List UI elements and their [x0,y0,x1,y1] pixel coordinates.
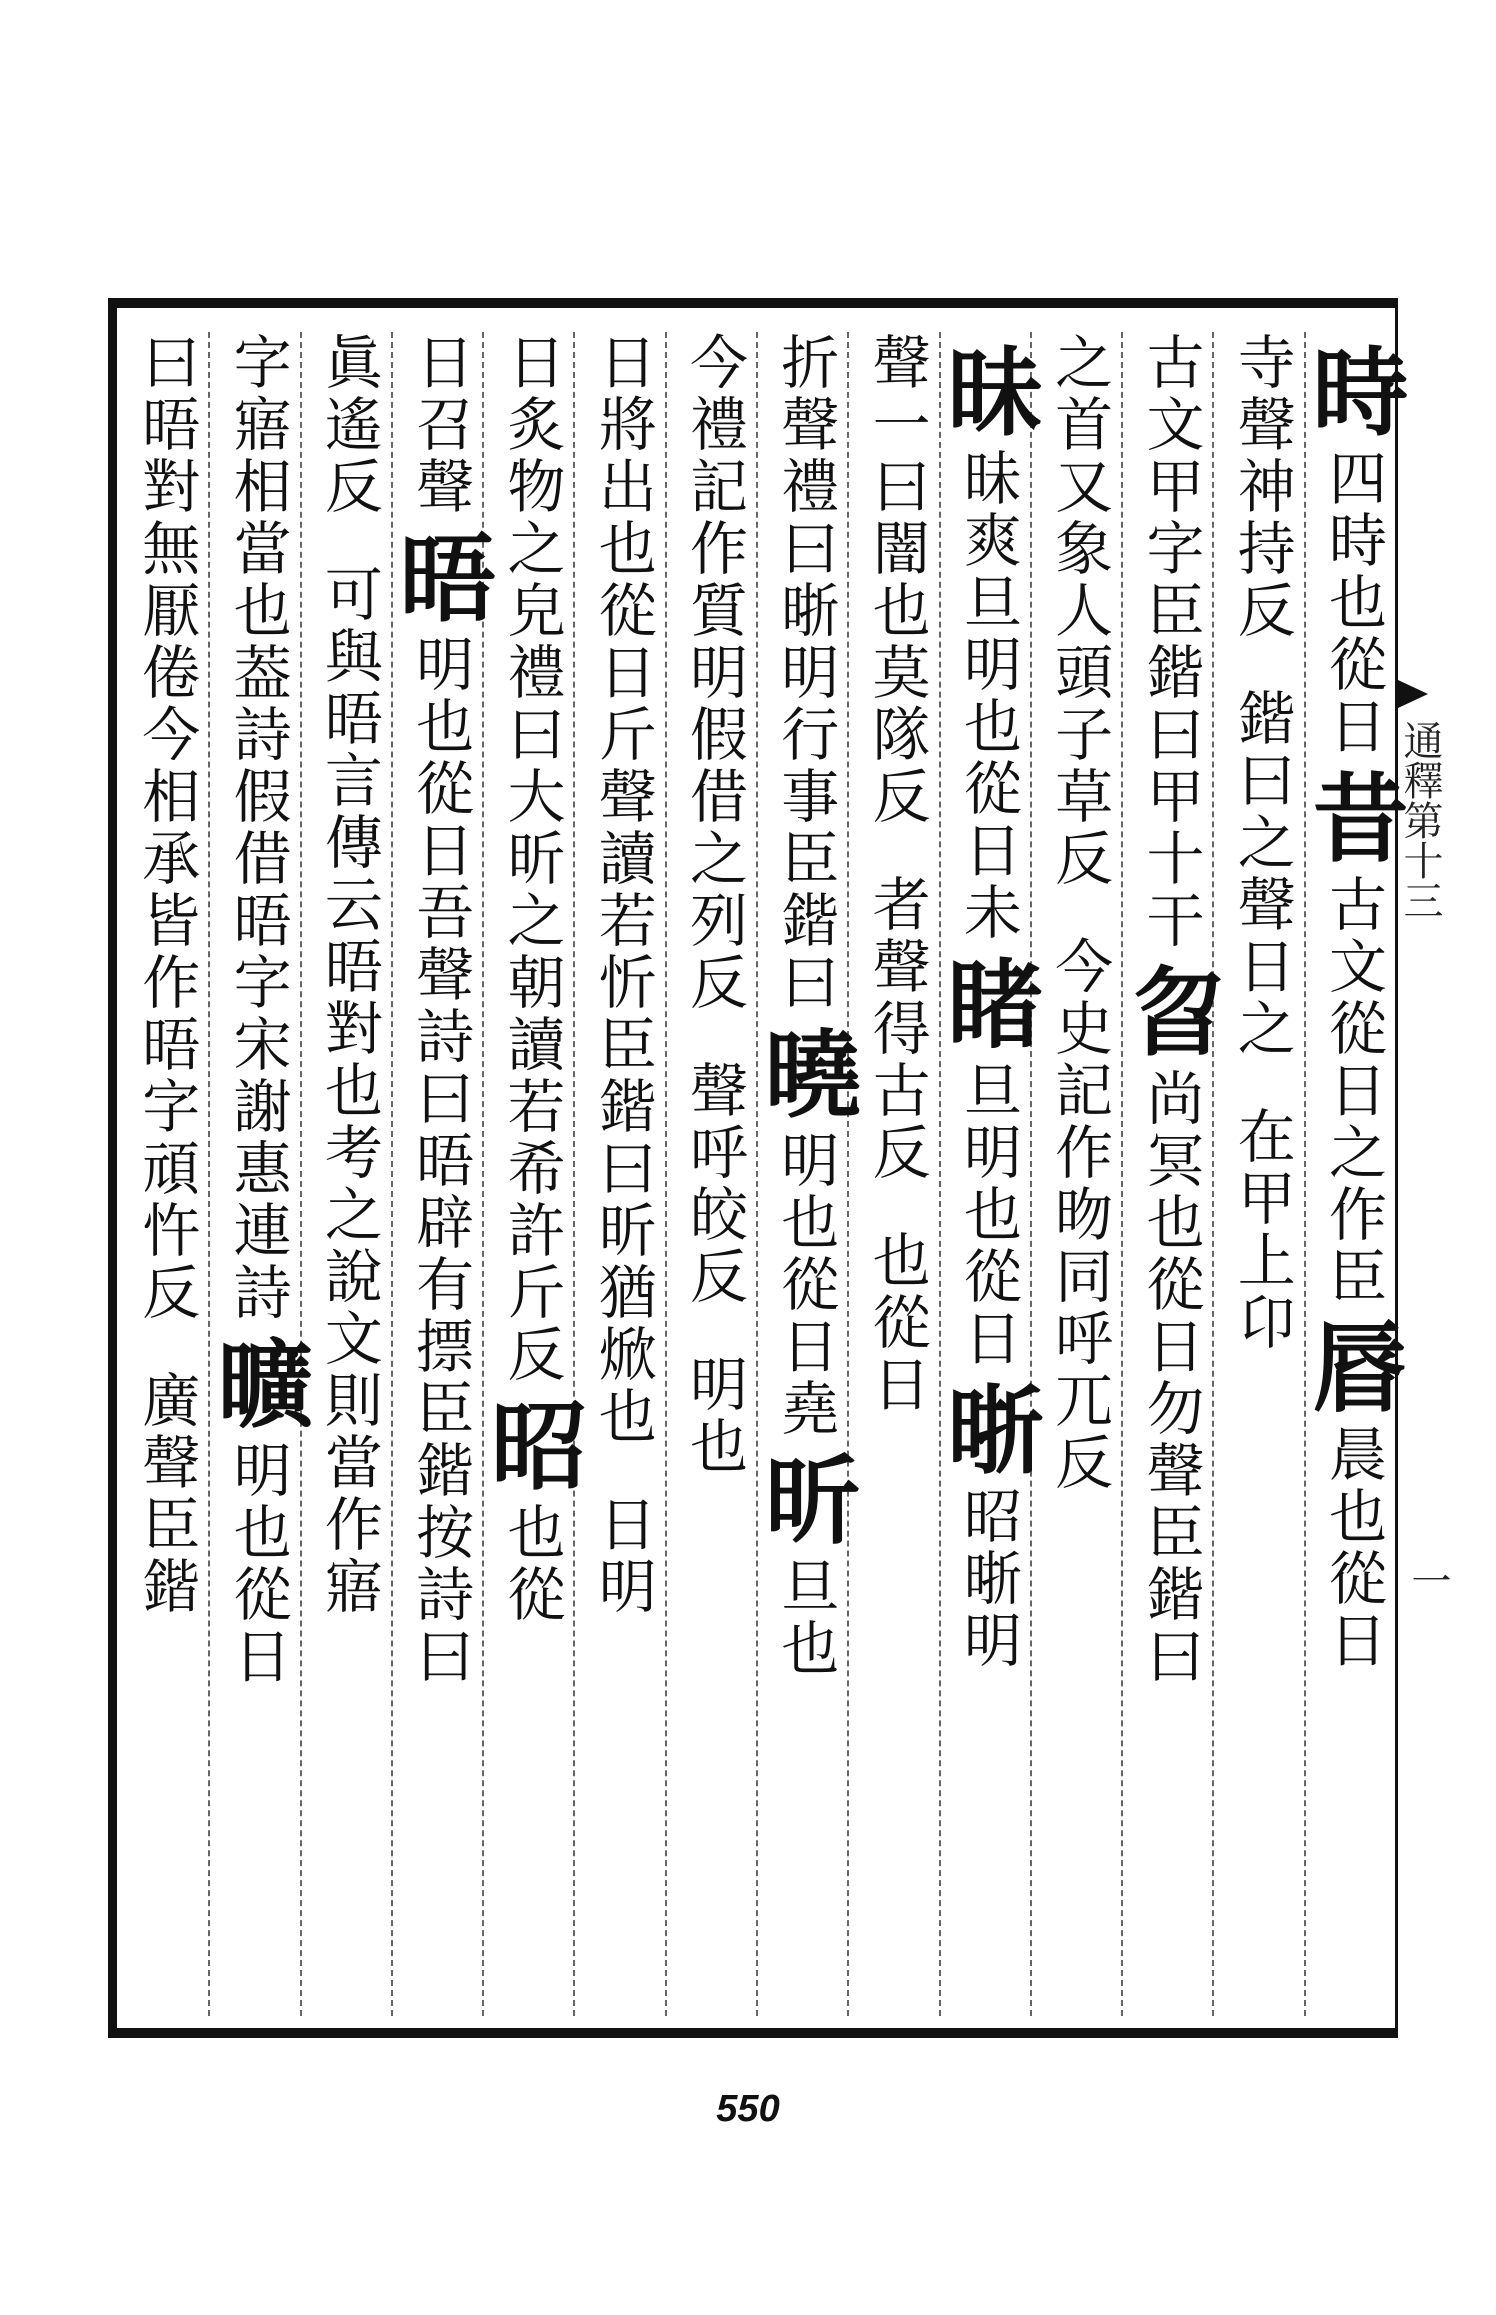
commentary-text: 者聲得古反 [862,874,931,1184]
commentary-text: 折聲禮曰晣明行事臣鍇曰 [771,332,840,1014]
fish-tail-mark-icon [1398,680,1428,708]
seal-script-headword: 昔 [1297,768,1410,864]
seal-script-headword: 曉 [749,1024,863,1120]
text-column [931,332,1045,2016]
seal-script-headword: 睹 [931,954,1045,1050]
commentary-text: 昧爽旦明也從日未 [953,448,1022,944]
commentary-text: 日炙物之皃禮曰大昕之朝讀若希許斤反 [497,332,566,1386]
commentary-text: 寺聲神持反 [1227,332,1296,642]
seal-script-headword: 昭 [475,1396,589,1492]
seal-script-headword: 㫳 [1297,1318,1410,1414]
commentary-text: 之首又象人頭子草反 [1045,332,1114,890]
commentary-text: 旦也 [771,1556,840,1680]
page-number: 550 [716,2088,780,2130]
text-column [201,332,315,2016]
seal-script-headword: 昕 [749,1450,863,1546]
text-column [1114,332,1228,2016]
commentary-text: 鍇曰之聲日之 [1227,688,1296,1060]
seal-script-headword: 晣 [931,1380,1045,1476]
commentary-text: 在甲上卬 [1227,1106,1296,1354]
commentary-text: 昭晣明 [953,1486,1022,1672]
commentary-text: 曰晤對無厭倦今相承皆作晤字頑忤反 [132,332,201,1324]
text-column [573,332,664,2016]
commentary-text: 也從日 [862,1230,931,1416]
commentary-text: 日召聲 [406,332,475,518]
seal-script-headword: 昧 [931,342,1045,438]
chapter-label: 通釋第十三 [1397,720,1443,920]
seal-script-headword: 曶 [1114,962,1228,1058]
commentary-text: 可與晤言傳云晤對也考之說文則當作寤 [314,564,383,1618]
commentary-text: 字寤相當也葢詩假借晤字宋謝惠連詩 [223,332,292,1324]
book-edge-margin [1397,680,1443,1180]
commentary-text: 今禮記作質明假借之列反 [680,332,748,1014]
commentary-text: 明也 [680,1354,748,1478]
commentary-text: 古文從日之作臣 [1319,874,1387,1308]
vertical-text-columns [117,308,1410,2028]
seal-script-headword: 曠 [201,1334,315,1430]
text-column [1212,332,1303,2016]
commentary-text: 明也從日吾聲詩曰晤辟有摽臣鍇按詩曰 [406,634,475,1688]
commentary-text: 晨也從日 [1319,1424,1387,1672]
margin-folio: 一 [1405,1560,1451,1600]
commentary-text: 日將出也從日斤聲讀若忻臣鍇曰昕猶焮也 [588,332,657,1448]
commentary-text: 聲呼皎反 [680,1060,748,1308]
text-column [749,332,863,2016]
commentary-text: 眞遙反 [314,332,383,518]
commentary-text: 明也從日 [223,1440,292,1688]
text-column [1297,332,1410,2016]
commentary-text: 也從 [497,1502,566,1626]
seal-script-headword: 晤 [384,528,498,624]
text-column [1030,332,1121,2016]
text-frame [108,298,1410,2038]
commentary-text: 聲一曰闇也莫隊反 [862,332,931,828]
text-column [384,332,498,2016]
commentary-text: 廣聲臣鍇 [132,1370,201,1618]
commentary-text: 今史記作昒同呼兀反 [1045,936,1114,1494]
commentary-text: 四時也從日 [1319,448,1387,758]
text-column [847,332,938,2016]
text-column [665,332,756,2016]
commentary-text: 尚冥也從日勿聲臣鍇曰 [1136,1068,1205,1688]
text-column [117,332,208,2016]
text-column [300,332,391,2016]
commentary-text: 古文甲字臣鍇曰甲十干 [1136,332,1205,952]
seal-script-headword: 時 [1297,342,1410,438]
commentary-text: 明也從日堯 [771,1130,840,1440]
commentary-text: 旦明也從日 [953,1060,1022,1370]
commentary-text: 日明 [588,1494,657,1618]
